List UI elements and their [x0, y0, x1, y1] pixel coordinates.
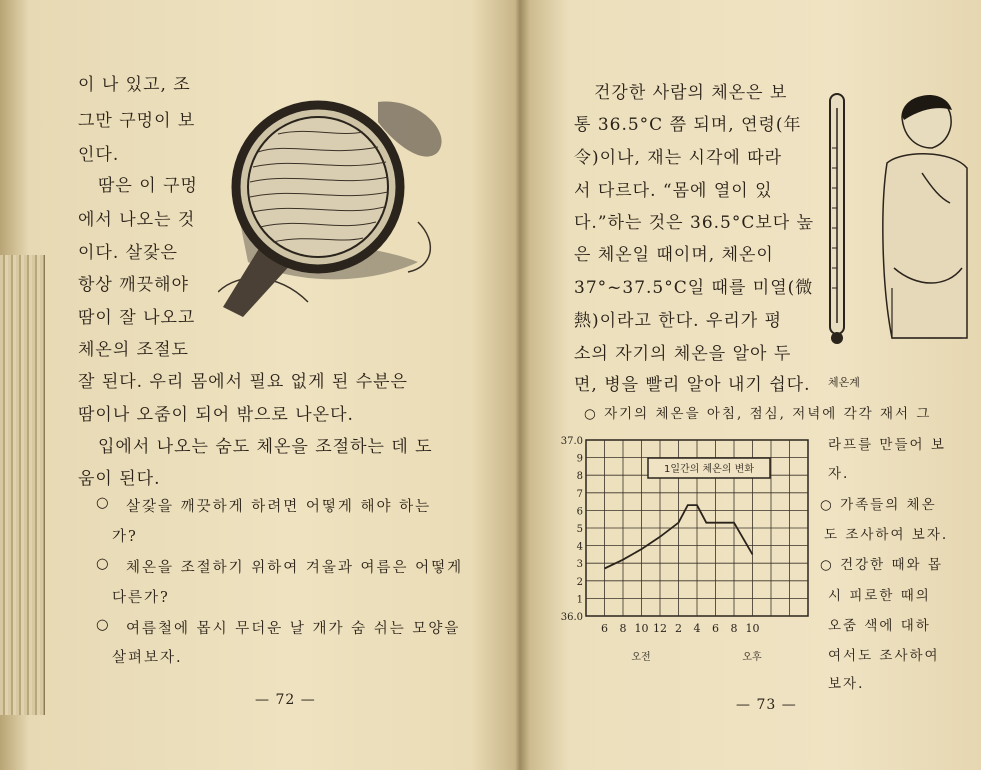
x-tick-label: 12	[653, 622, 667, 635]
question-line: 가?	[112, 529, 138, 545]
y-tick-label: 5	[576, 524, 583, 535]
page-number: — 72 —	[255, 692, 316, 708]
bullet: ○	[96, 617, 111, 633]
x-tick-label: 10	[745, 622, 760, 635]
activity-line: 도 조사하여 보자.	[824, 527, 949, 543]
text-line: 움이 된다.	[78, 469, 161, 489]
text-line: 면, 병을 빨리 알아 내기 쉽다.	[574, 375, 811, 395]
y-tick-label: 8	[576, 471, 583, 483]
text-line: 통 36.5°C 쯤 되며, 연령(年	[574, 115, 802, 135]
activity-line: ○ 건강한 때와 몹	[820, 557, 943, 573]
y-tick-label: 4	[576, 541, 583, 553]
activity-line: ○ 가족들의 체온	[820, 497, 937, 513]
body-temperature-chart	[556, 432, 826, 672]
question-line: 여름철에 몹시 무더운 날 개가 숨 쉬는 모양을	[126, 621, 461, 637]
y-tick-label: 1	[576, 594, 583, 606]
text-line: 땀은 이 구멍	[98, 176, 198, 196]
x-tick-label: 2	[675, 622, 682, 635]
x-group-label-pm: 오후	[742, 652, 762, 663]
magnifying-glass-skin-illustration	[218, 92, 458, 322]
y-tick-label: 9	[576, 453, 583, 465]
x-tick-label: 6	[601, 622, 608, 635]
x-group-label-am: 오전	[631, 652, 651, 663]
question-line: 살갗을 깨끗하게 하려면 어떻게 해야 하는	[126, 499, 432, 515]
text-line: 인다.	[78, 145, 120, 165]
activity-line: 보자.	[828, 676, 865, 692]
text-line: 땀이 잘 나오고	[78, 308, 196, 328]
text-line: 이다. 살갗은	[78, 243, 178, 263]
activity-line: 라프를 만들어 보	[828, 437, 946, 453]
question-line: 체온을 조절하기 위하여 겨울과 여름은 어떻게	[126, 560, 464, 576]
bullet: ○	[96, 556, 111, 572]
question-line: 살펴보자.	[112, 650, 183, 666]
text-line: 은 체온일 때이며, 체온이	[574, 245, 774, 265]
page-number: — 73 —	[736, 697, 797, 713]
text-line: 37°~37.5°C일 때를 미열(微	[574, 278, 814, 298]
text-line: 입에서 나오는 숨도 체온을 조절하는 데 도	[98, 437, 433, 457]
text-line: 소의 자기의 체온을 알아 두	[574, 344, 792, 364]
activity-line: 자.	[828, 466, 850, 482]
activity-line: ○ 자기의 체온을 아침, 점심, 저녁에 각각 재서 그	[584, 406, 932, 422]
y-tick-label: 6	[576, 506, 583, 518]
y-tick-label: 7	[576, 488, 583, 500]
text-line: 체온의 조절도	[78, 340, 189, 360]
question-line: 다른가?	[112, 590, 170, 606]
activity-line: 시 피로한 때의	[828, 588, 931, 604]
y-tick-label: 37.0	[560, 436, 583, 447]
text-line: 이 나 있고, 조	[78, 75, 191, 95]
text-line: 항상 깨끗해야	[78, 275, 189, 295]
x-tick-label: 8	[730, 622, 738, 635]
text-line: 건강한 사람의 체온은 보	[594, 83, 788, 103]
text-line: 에서 나오는 것	[78, 210, 196, 230]
x-tick-label: 4	[693, 622, 701, 635]
activity-line: 여서도 조사하여	[828, 648, 940, 664]
bullet: ○	[96, 495, 111, 511]
x-tick-label: 10	[634, 622, 649, 635]
y-tick-label: 3	[576, 559, 583, 571]
x-tick-label: 6	[712, 622, 719, 635]
book-binding-threads	[0, 255, 45, 715]
text-line: 다.”하는 것은 36.5°C보다 높	[574, 213, 815, 233]
thermometer-caption: 체온계	[828, 376, 860, 389]
activity-line: 오줌 색에 대하	[828, 618, 931, 634]
text-line: 熱)이라고 한다. 우리가 평	[574, 311, 783, 331]
text-line: 땀이나 오줌이 되어 밖으로 나온다.	[78, 405, 354, 425]
text-line: 그만 구멍이 보	[78, 111, 196, 131]
chart-y-ticks	[561, 436, 583, 623]
x-tick-label: 8	[619, 622, 627, 635]
text-line: 令)이나, 재는 시각에 따라	[574, 148, 783, 168]
chart-title: 1일간의 체온의 변화	[664, 464, 754, 475]
y-tick-label: 2	[576, 576, 583, 588]
text-line: 잘 된다. 우리 몸에서 필요 없게 된 수분은	[78, 372, 408, 392]
boy-with-thermometer-illustration	[822, 88, 972, 368]
chart-x-ticks	[601, 622, 760, 635]
text-line: 서 다르다. “몸에 열이 있	[574, 181, 773, 201]
y-tick-label: 36.0	[560, 612, 583, 623]
right-page	[522, 0, 981, 770]
